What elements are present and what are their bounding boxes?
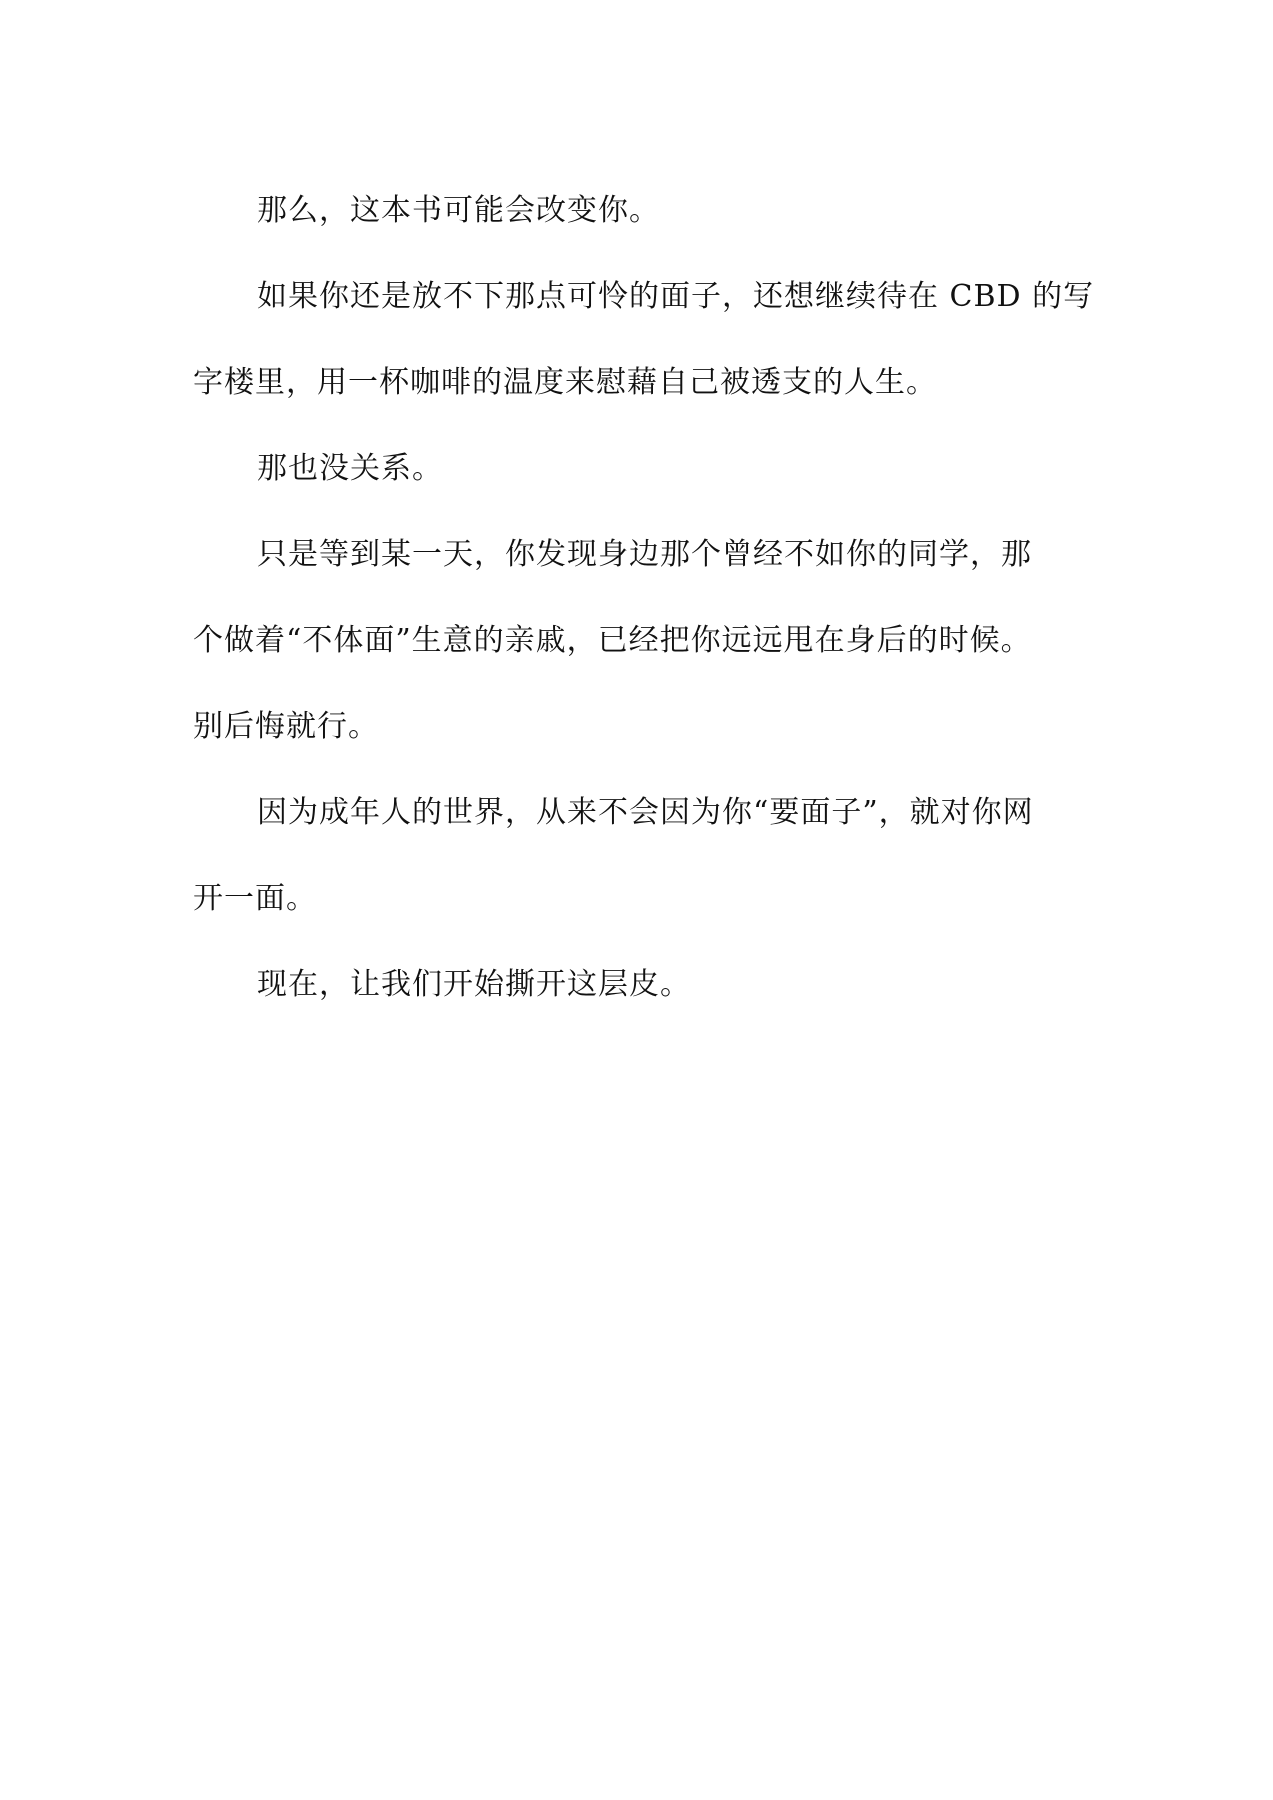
paragraph-6 bbox=[193, 942, 1093, 1028]
paragraph-line: 因为成年人的世界，从来不会因为你“要面子”，就对你网 bbox=[257, 795, 1034, 830]
paragraph-5 bbox=[193, 770, 1093, 942]
paragraph-2 bbox=[193, 254, 1093, 426]
paragraph-line: 那么，这本书可能会改变你。 bbox=[257, 193, 660, 228]
paragraph-line: 字楼里，用一杯咖啡的温度来慰藉自己被透支的人生。 bbox=[193, 365, 937, 400]
paragraph-line: 现在，让我们开始撕开这层皮。 bbox=[257, 967, 691, 1002]
paragraph-line: 别后悔就行。 bbox=[193, 709, 379, 744]
paragraph-1 bbox=[193, 168, 1093, 254]
paragraph-line: 如果你还是放不下那点可怜的面子，还想继续待在 CBD 的写 bbox=[257, 279, 1095, 314]
paragraph-line: 个做着“不体面”生意的亲戚，已经把你远远甩在身后的时候。 bbox=[193, 623, 1032, 658]
paragraph-line: 只是等到某一天，你发现身边那个曾经不如你的同学，那 bbox=[257, 537, 1032, 572]
paragraph-line: 开一面。 bbox=[193, 881, 317, 916]
body-text bbox=[193, 168, 1093, 1028]
paragraph-4 bbox=[193, 512, 1093, 770]
paragraph-3 bbox=[193, 426, 1093, 512]
paragraph-line: 那也没关系。 bbox=[257, 451, 443, 486]
